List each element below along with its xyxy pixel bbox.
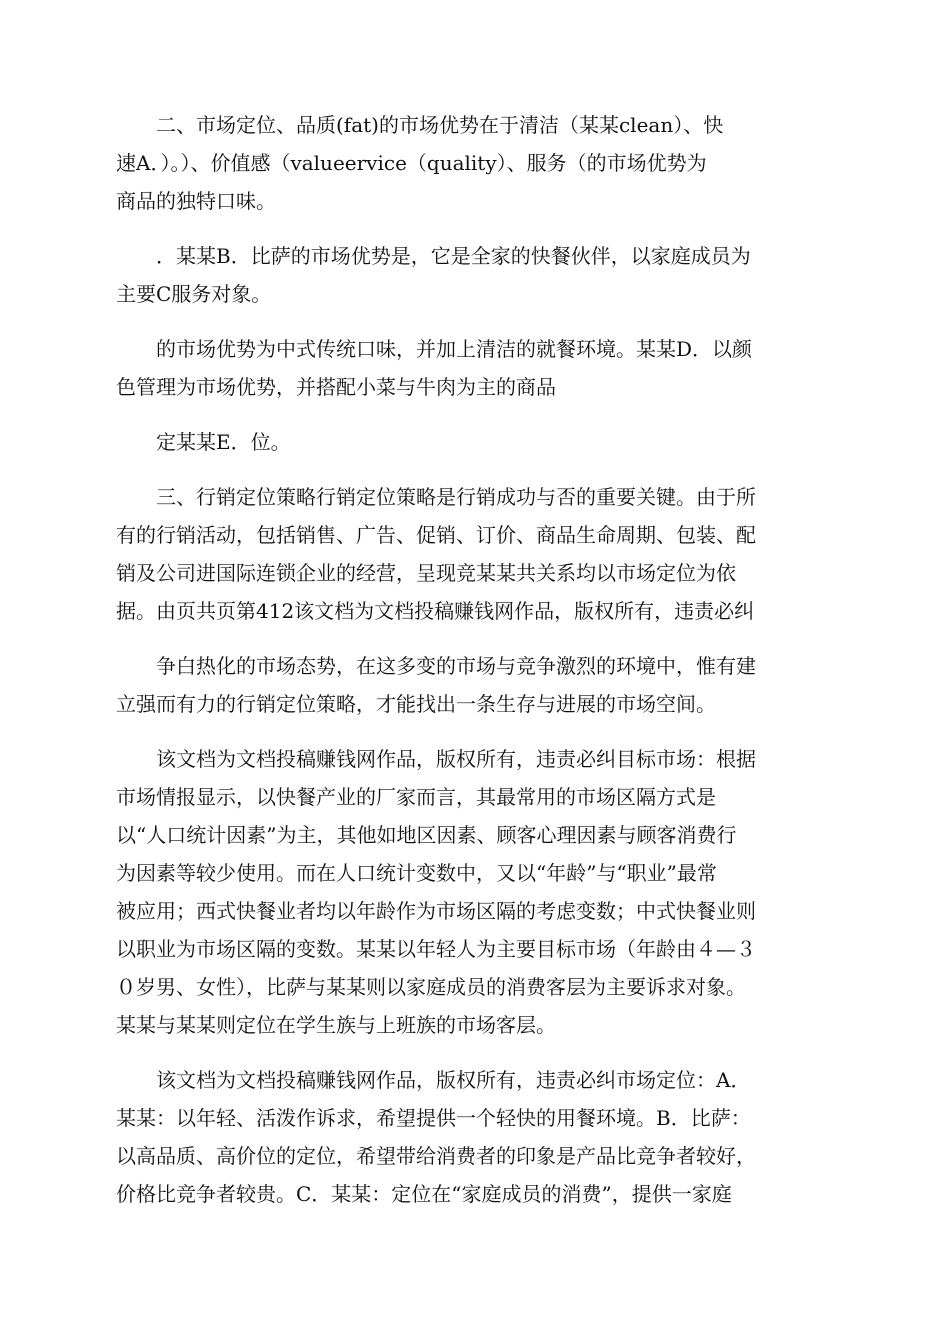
paragraph-market-advantage bbox=[116, 106, 832, 220]
text-line: 定某某E．位。 bbox=[116, 430, 291, 454]
text-line: ．某某B．比萨的市场优势是，它是全家的快餐伙伴，以家庭成员为 bbox=[116, 244, 751, 268]
text-line: 某某：以年轻、活泼作诉求，希望提供一个轻快的用餐环境。B．比萨： bbox=[116, 1106, 751, 1130]
text-line: 商品的独特口味。 bbox=[116, 189, 276, 213]
text-line: 销及公司进国际连锁企业的经营，呈现竞某某共关系均以市场定位为依 bbox=[116, 561, 736, 585]
text-line: 争白热化的市场态势，在这多变的市场与竞争激烈的环境中，惟有建 bbox=[116, 654, 756, 678]
text-line: 被应用；西式快餐业者均以年龄作为市场区隔的考虑变数；中式快餐业则 bbox=[116, 899, 756, 923]
text-line: 速A．）。）、价值感（valueervice（quality）、服务（的市场优势为 bbox=[116, 151, 707, 175]
paragraph-target-market bbox=[116, 740, 832, 1044]
paragraph-marketing-strategy bbox=[116, 478, 832, 630]
paragraph-market-positioning bbox=[116, 1061, 832, 1213]
text-line: 以职业为市场区隔的变数。某某以年轻人为主要目标市场（年龄由４—３ bbox=[116, 937, 756, 961]
text-line: 价格比竞争者较贵。C．某某：定位在“家庭成员的消费”，提供一家庭 bbox=[116, 1182, 732, 1206]
text-line: 的市场优势为中式传统口味，并加上清洁的就餐环境。某某D．以颜 bbox=[116, 337, 753, 361]
text-line: 以高品质、高价位的定位，希望带给消费者的印象是产品比竞争者较好， bbox=[116, 1144, 756, 1168]
text-line: 立强而有力的行销定位策略，才能找出一条生存与进展的市场空间。 bbox=[116, 692, 716, 716]
paragraph-position-e bbox=[116, 423, 832, 461]
text-line: 据。由页共页第412该文档为文档投稿赚钱网作品，版权所有，违责必纠 bbox=[116, 599, 755, 623]
text-line: ０岁男、女性），比萨与某某则以家庭成员的消费客层为主要诉求对象。 bbox=[116, 975, 746, 999]
text-line: 色管理为市场优势，并搭配小菜与牛肉为主的商品 bbox=[116, 375, 556, 399]
text-line: 某某与某某则定位在学生族与上班族的市场客层。 bbox=[116, 1013, 556, 1037]
paragraph-pizza-advantage bbox=[116, 237, 832, 313]
text-line: 市场情报显示，以快餐产业的厂家而言，其最常用的市场区隔方式是 bbox=[116, 785, 716, 809]
paragraph-chinese-style-advantage bbox=[116, 330, 832, 406]
text-line: 为因素等较少使用。而在人口统计变数中，又以“年龄”与“职业”最常 bbox=[116, 861, 717, 885]
text-line: 该文档为文档投稿赚钱网作品，版权所有，违责必纠市场定位：A． bbox=[116, 1068, 751, 1092]
document-body bbox=[116, 106, 832, 1230]
text-line: 该文档为文档投稿赚钱网作品，版权所有，违责必纠目标市场：根据 bbox=[116, 747, 756, 771]
text-line: 主要C服务对象。 bbox=[116, 282, 272, 306]
text-line: 二、市场定位、品质(fat)的市场优势在于清洁（某某clean）、快 bbox=[116, 113, 724, 137]
text-line: 有的行销活动，包括销售、广告、促销、订价、商品生命周期、包装、配 bbox=[116, 523, 756, 547]
text-line: 三、行销定位策略行销定位策略是行销成功与否的重要关键。由于所 bbox=[116, 485, 756, 509]
text-line: 以“人口统计因素”为主，其他如地区因素、顾客心理因素与顾客消费行 bbox=[116, 823, 737, 847]
paragraph-competition bbox=[116, 647, 832, 723]
